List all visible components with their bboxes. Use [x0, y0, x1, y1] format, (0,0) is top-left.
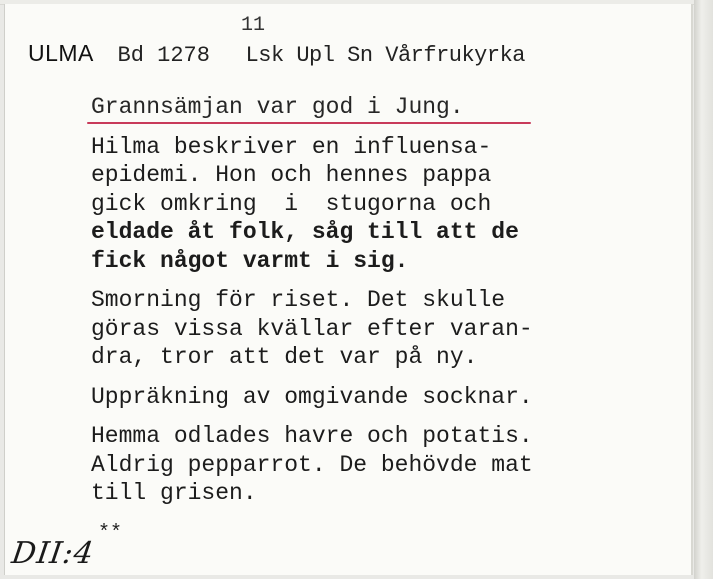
text-line: Aldrig pepparrot. De behövde mat [91, 451, 533, 478]
text-line: till grisen. [91, 480, 257, 506]
text-line: göras vissa kvällar efter varan- [91, 315, 533, 342]
text-line: Hilma beskriver en influensa- [91, 133, 492, 160]
entry-title: Grannsämjan var god i Jung. [91, 94, 464, 120]
card-body [91, 93, 681, 508]
text-line: fick något varmt i sig. [91, 247, 409, 274]
volume-number: Bd 1278 [117, 43, 210, 68]
scan-right-edge [694, 0, 713, 579]
text-line: Uppräkning av omgivande socknar. [91, 383, 533, 410]
text-line: Smorning för riset. Det skulle [91, 287, 506, 313]
text-line: dra, tror att det var på ny. [91, 344, 478, 370]
paragraph-smorning [91, 286, 681, 372]
text-line: epidemi. Hon och hennes pappa [91, 162, 492, 188]
card-header [28, 40, 525, 68]
text-line: gick omkring i stugorna och [91, 190, 492, 217]
paragraph-socknar [91, 383, 681, 412]
paragraph-odling [91, 422, 681, 508]
page-number: 11 [241, 14, 266, 37]
text-line: eldade åt folk, såg till att de [91, 219, 519, 245]
paragraph-influenza [91, 133, 681, 276]
text-line: Hemma odlades havre och potatis. [91, 423, 533, 449]
handwritten-classification: DII:4 [9, 536, 97, 571]
footer-asterisks: ** [98, 522, 123, 545]
archive-code: ULMA [28, 40, 94, 66]
parish-location: Lsk Upl Sn Vårfrukyrka [245, 43, 525, 68]
